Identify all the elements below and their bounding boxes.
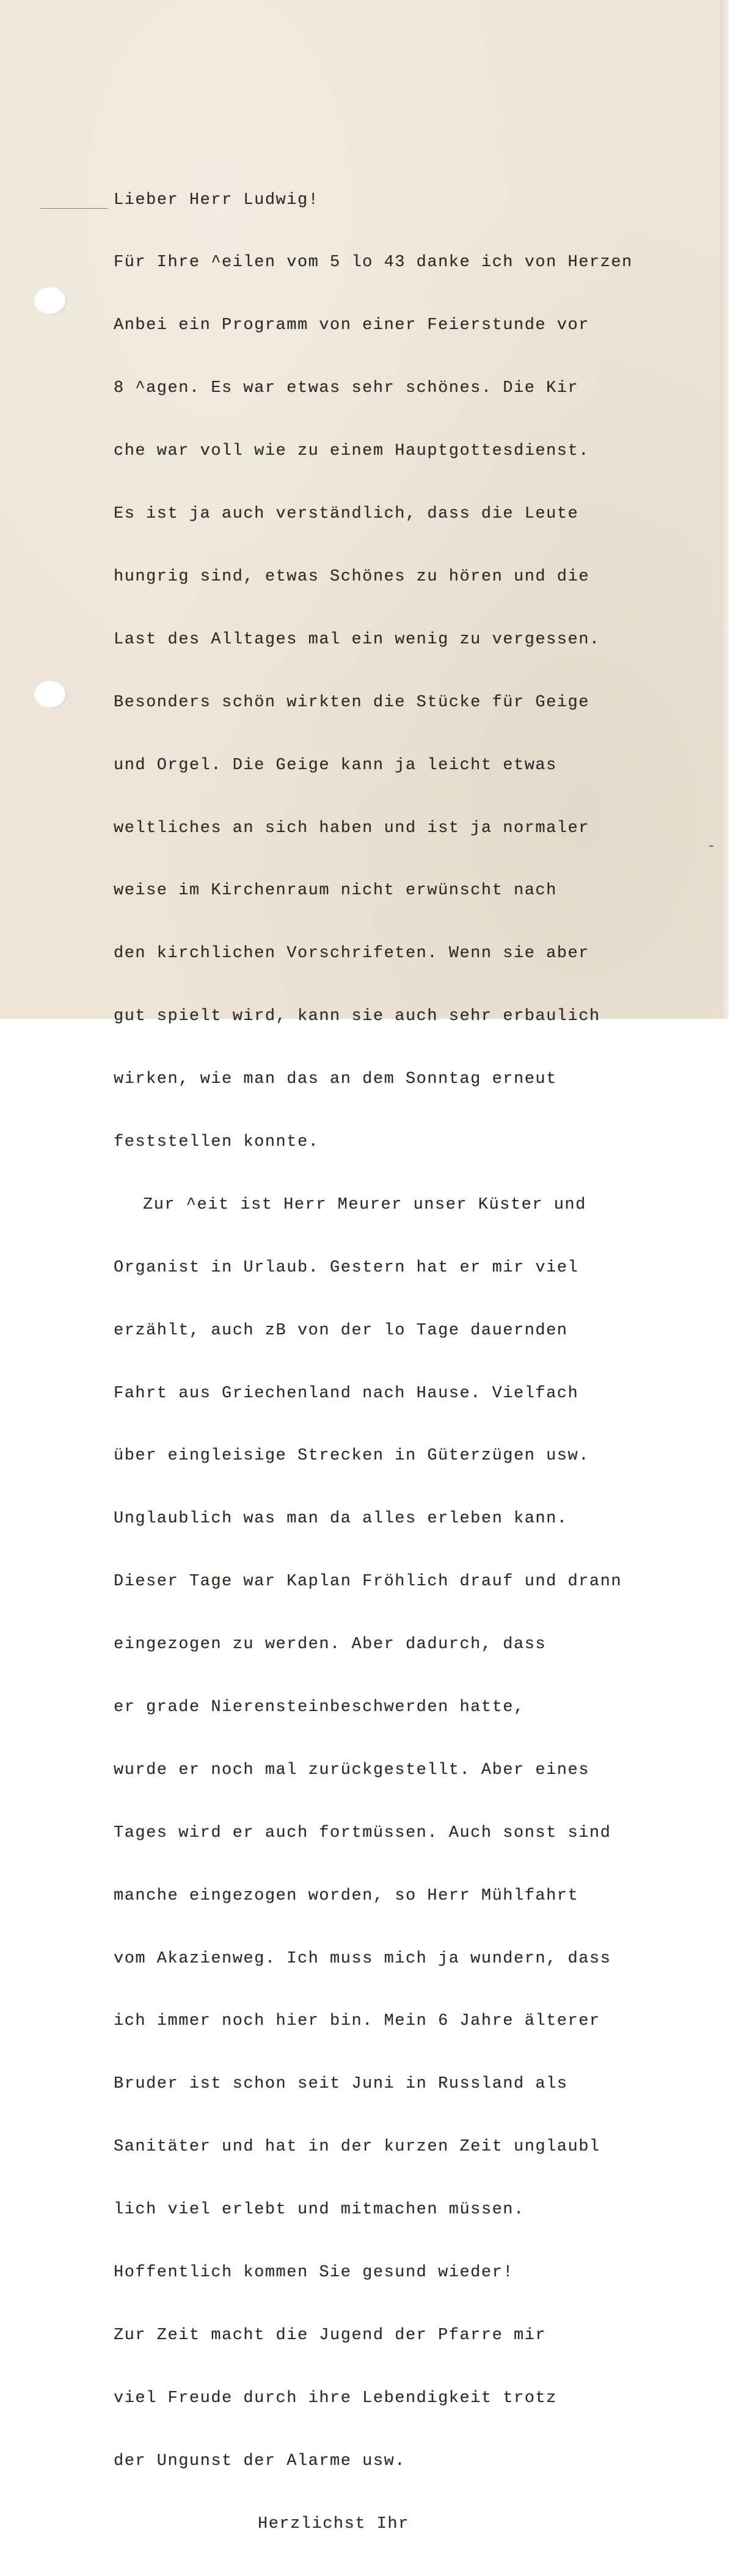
letter-line: Hoffentlich kommen Sie gesund wieder! [114,2263,514,2282]
letter-line: Für Ihre ^eilen vom 5 lo 43 danke ich von Herzen [114,253,633,272]
letter-line: che war voll wie zu einem Hauptgottesdienst. [114,442,589,461]
letter-line: wurde er noch mal zurückgestellt. Aber eines [114,1760,589,1779]
letter-line: lich viel erlebt und mitmachen müssen. [114,2201,525,2220]
letter-line: hungrig sind, etwas Schönes zu hören und die [114,567,589,586]
letter-line-paragraph-start: Zur ^eit ist Herr Meurer unser Küster und [143,1195,586,1214]
letter-line: Es ist ja auch verständlich, dass die Leute [114,505,579,524]
letter-line: er grade Nierensteinbeschwerden hatte, [114,1698,525,1717]
letter-line: feststellen konnte. [114,1132,319,1151]
letter-line: den kirchlichen Vorschrifeten. Wenn sie aber [114,944,589,963]
letter-line: Bruder ist schon seit Juni in Russland als [114,2075,568,2094]
letter-line: weise im Kirchenraum nicht erwünscht nach [114,881,557,900]
letter-line: gut spielt wird, kann sie auch sehr erbaulich [114,1007,600,1026]
letter-line: Sanitäter und hat in der kurzen Zeit unglaubl [114,2138,600,2157]
punch-hole-bottom [34,681,67,709]
letter-line: vom Akazienweg. Ich muss mich ja wundern, dass [114,1949,611,1968]
letter-line: Besonders schön wirkten die Stücke für Geige [114,693,589,712]
letter-line: Anbei ein Programm von einer Feierstunde vor [114,316,589,335]
letter-line: wirken, wie man das an dem Sonntag erneut [114,1070,557,1089]
letter-line: Zur Zeit macht die Jugend der Pfarre mir [114,2326,547,2345]
letter-line: Tages wird er auch fortmüssen. Auch sonst sind [114,1823,611,1842]
paper-edge [720,0,729,1019]
closing: Herzlichst Ihr [258,2514,409,2533]
letter-line: manche eingezogen worden, so Herr Mühlfahrt [114,1886,579,1905]
letter-line: über eingleisige Strecken in Güterzügen usw. [114,1447,589,1466]
letter-line: eingezogen zu werden. Aber dadurch, dass [114,1635,547,1654]
letter-line: ich immer noch hier bin. Mein 6 Jahre älterer [114,2012,600,2031]
letter-line: Unglaublich was man da alles erleben kann. [114,1510,568,1529]
letter-line: Last des Alltages mal ein wenig zu vergessen. [114,630,600,649]
margin-mark [40,208,108,209]
letter-line: weltliches an sich haben und ist ja normaler [114,819,589,838]
letter-body [114,148,712,2576]
punch-hole-top [34,287,67,315]
letter-line: viel Freude durch ihre Lebendigkeit trotz [114,2389,557,2408]
letter-line: und Orgel. Die Geige kann ja leicht etwas [114,756,557,775]
letter-line: Organist in Urlaub. Gestern hat er mir viel [114,1258,579,1277]
letter-line: Dieser Tage war Kaplan Fröhlich drauf und drann [114,1572,622,1591]
letter-line: 8 ^agen. Es war etwas sehr schönes. Die Kir [114,379,579,398]
letter-line: erzählt, auch zB von der lo Tage dauernden [114,1321,568,1340]
letter-line: der Ungunst der Alarme usw. [114,2451,406,2470]
salutation: Lieber Herr Ludwig! [114,190,319,209]
letter-line: Fahrt aus Griechenland nach Hause. Vielfach [114,1384,579,1403]
